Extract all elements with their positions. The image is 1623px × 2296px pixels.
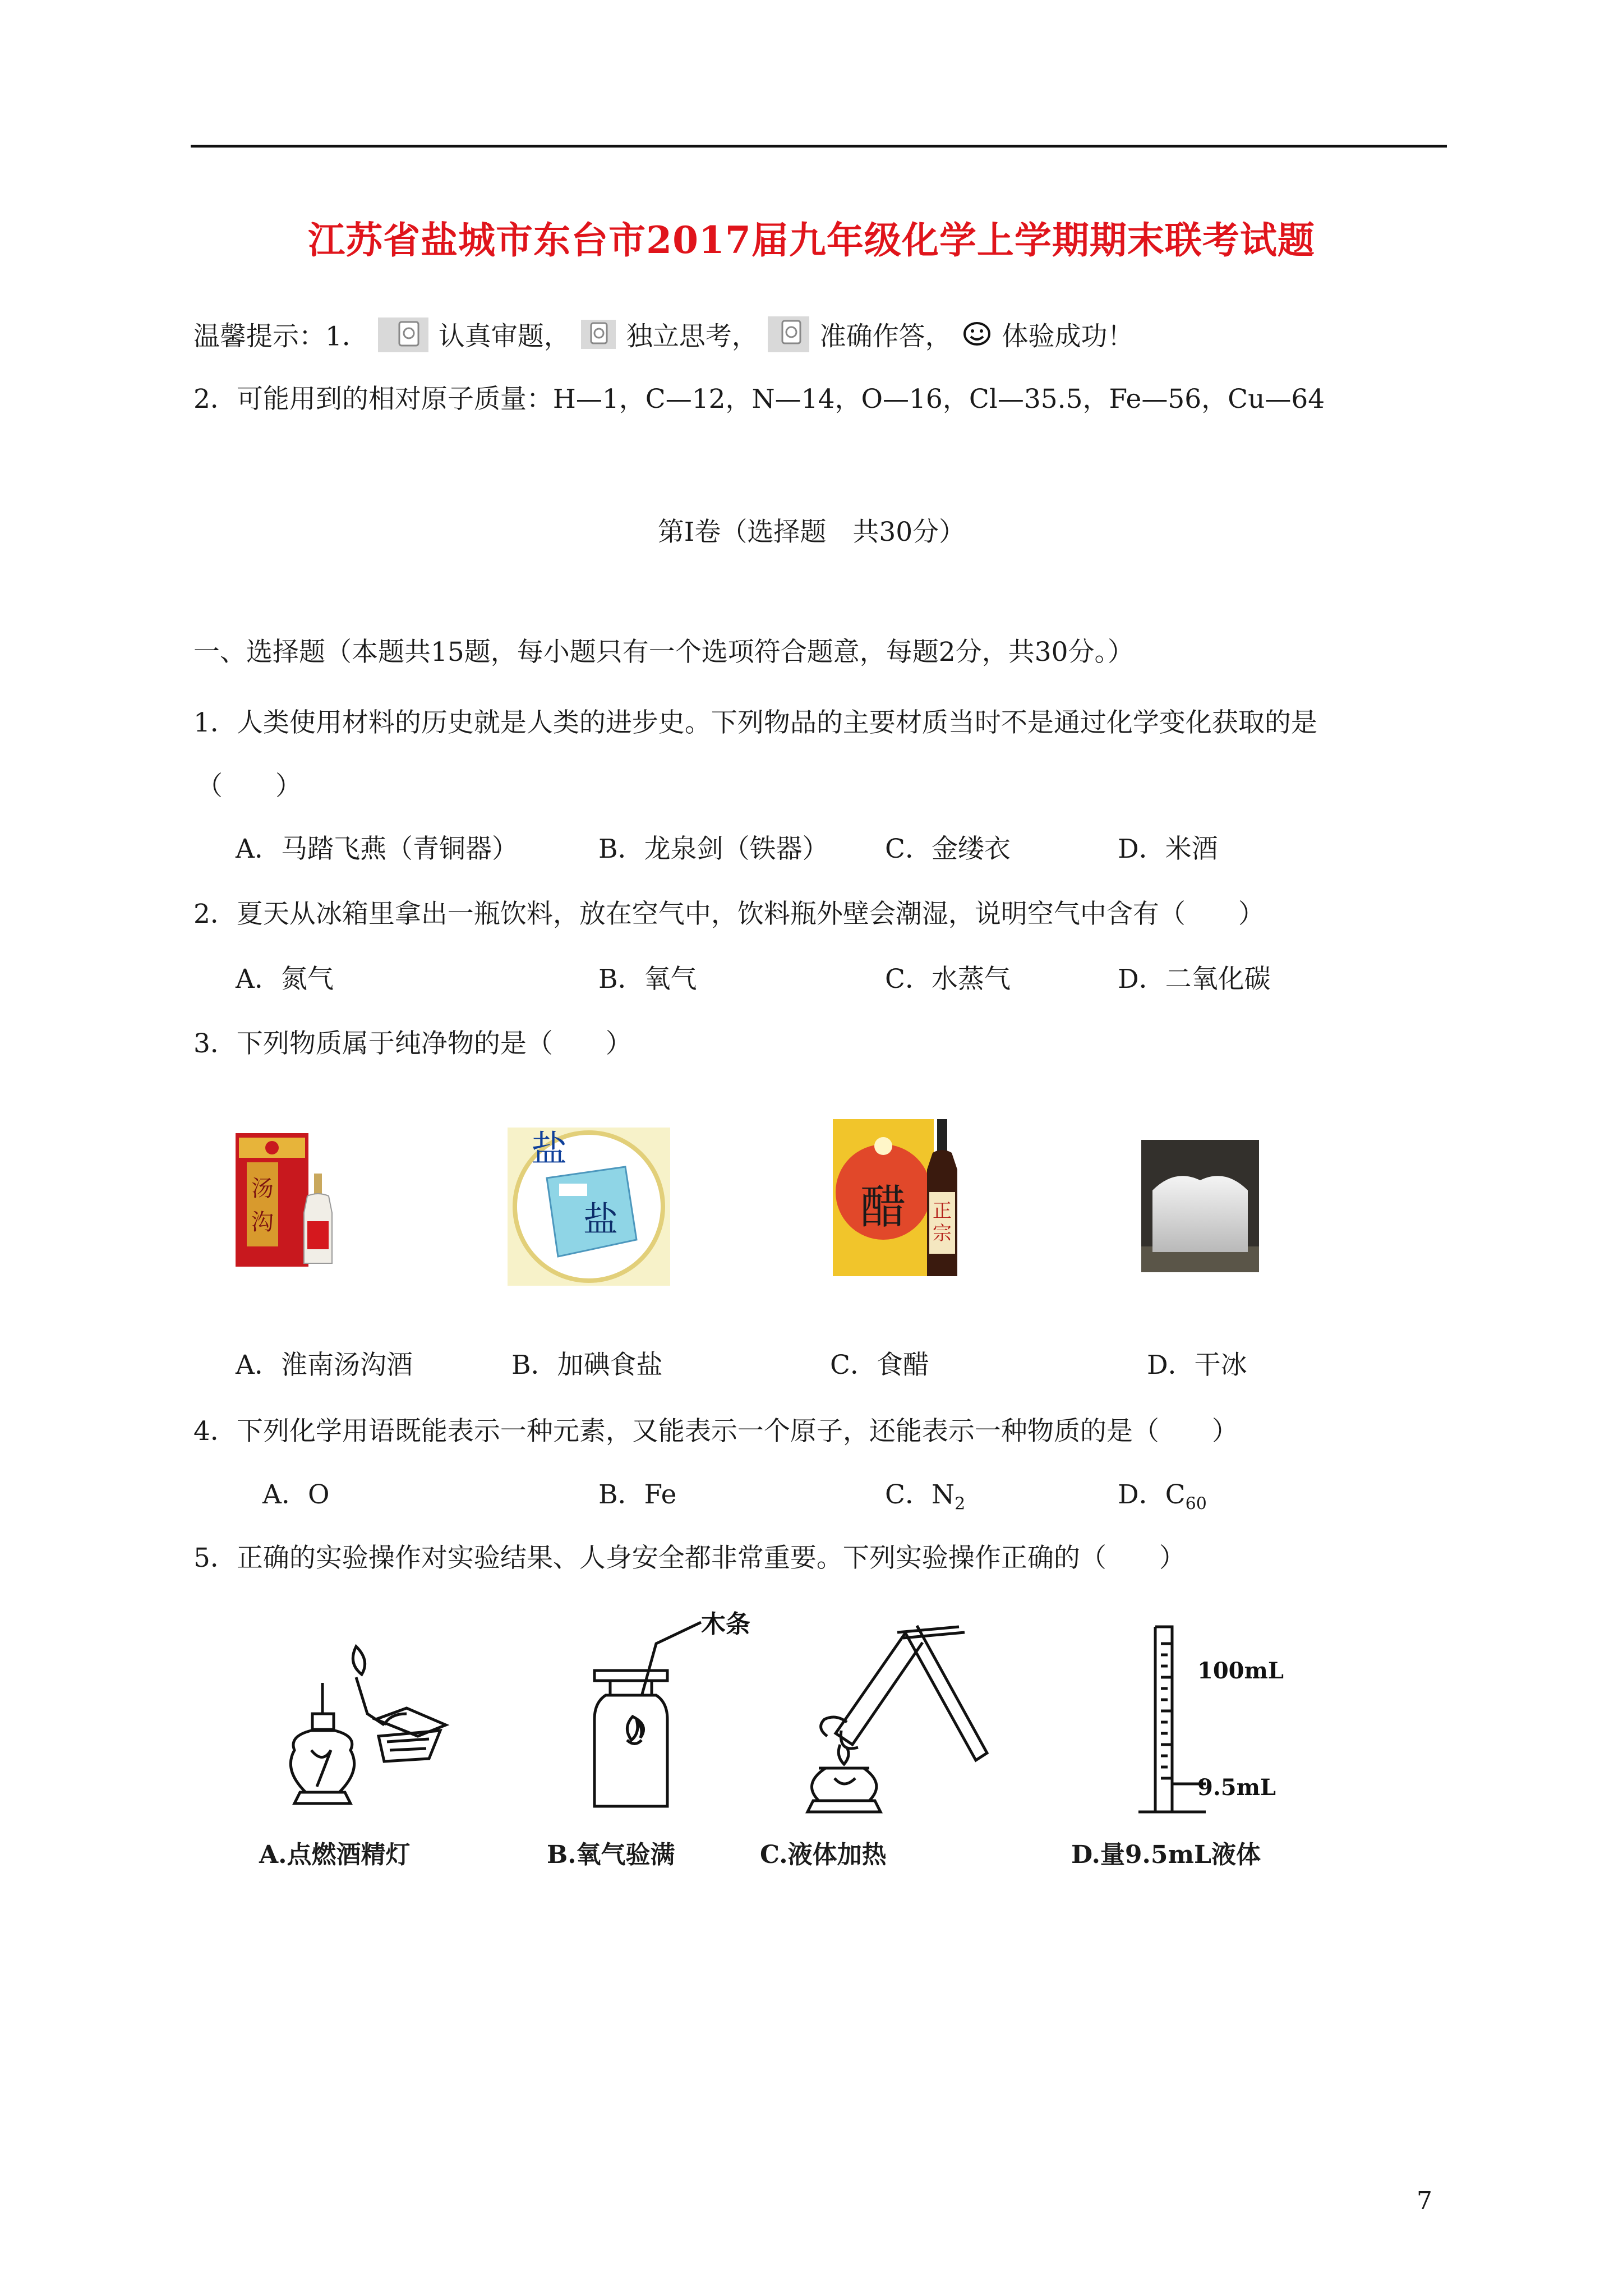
image-liquor-char-2: 沟 xyxy=(251,1209,274,1235)
q3-option-a: A．淮南汤沟酒 xyxy=(236,1350,413,1381)
label-wood-stick: 木条 xyxy=(701,1610,750,1639)
label-9-5ml: 9.5mL xyxy=(1197,1774,1276,1801)
q4-option-a: A．O xyxy=(262,1479,330,1510)
image-vinegar-label-2: 宗 xyxy=(933,1222,952,1245)
q1-option-a: A．马踏飞燕（青铜器） xyxy=(236,834,518,864)
caption-b: B.氧气验满 xyxy=(547,1841,675,1869)
q4-option-c-sub: 2 xyxy=(955,1494,966,1514)
question-4-stem: 4．下列化学用语既能表示一种元素，又能表示一个原子，还能表示一种物质的是（ ） xyxy=(193,1416,1238,1447)
figure-liquid-heating xyxy=(785,1616,1032,1829)
q3-option-c: C．食醋 xyxy=(830,1350,929,1381)
tip-2: 独立思考， xyxy=(626,321,758,352)
q3-option-b: B．加碘食盐 xyxy=(511,1350,663,1381)
page-title: 江苏省盐城市东台市2017届九年级化学上学期期末联考试题 xyxy=(308,218,1315,262)
tip-image-3 xyxy=(767,314,811,363)
image-vinegar-label-1: 正 xyxy=(933,1200,952,1222)
figure-measuring-cylinder xyxy=(1138,1616,1340,1823)
q2-option-d: D．二氧化碳 xyxy=(1118,964,1271,995)
image-dry-ice xyxy=(1141,1140,1259,1272)
q4-option-c xyxy=(885,1478,965,1521)
section-title: 第Ⅰ卷（选择题 共30分） xyxy=(657,517,966,547)
image-salt-char-1: 盐 xyxy=(531,1129,567,1170)
question-3-stem: 3．下列物质属于纯净物的是（ ） xyxy=(193,1028,632,1059)
q2-option-b: B．氧气 xyxy=(598,964,697,995)
caption-a: A.点燃酒精灯 xyxy=(259,1841,411,1869)
q1-option-c: C．金缕衣 xyxy=(885,834,1011,864)
image-vinegar xyxy=(833,1114,967,1281)
q2-option-a: A．氮气 xyxy=(236,964,334,995)
tips-line xyxy=(193,314,1134,363)
image-iodized-salt xyxy=(508,1128,670,1286)
page-number: 7 xyxy=(1417,2187,1432,2215)
question-1-blank: （ ） xyxy=(196,771,302,802)
q4-option-d xyxy=(1118,1478,1207,1521)
figure-lighting-lamp xyxy=(278,1630,468,1815)
tip-3: 准确作答， xyxy=(819,321,952,352)
caption-d: D.量9.5mL液体 xyxy=(1071,1841,1261,1869)
q4-option-b: B．Fe xyxy=(598,1479,677,1510)
q4-option-d-sub: 60 xyxy=(1185,1494,1207,1514)
image-liquor-bottle xyxy=(236,1129,342,1269)
q1-option-b: B．龙泉剑（铁器） xyxy=(598,834,829,864)
label-100ml: 100mL xyxy=(1197,1658,1284,1684)
caption-c: C.液体加热 xyxy=(760,1841,887,1869)
atomic-mass-line: 2．可能用到的相对原子质量：H—1，C—12，N—14，O—16，Cl—35.5，Fe—56，Cu—64 xyxy=(193,384,1325,415)
tips-prefix: 温馨提示：1． xyxy=(193,321,368,352)
q4-option-d-text: D．C xyxy=(1118,1479,1186,1510)
image-vinegar-char: 醋 xyxy=(860,1181,907,1234)
question-2-stem: 2．夏天从冰箱里拿出一瓶饮料，放在空气中，饮料瓶外壁会潮湿，说明空气中含有（ ） xyxy=(193,899,1265,930)
tip-1: 认真审题， xyxy=(438,321,570,352)
tip-image-2 xyxy=(579,318,618,360)
q3-option-d: D．干冰 xyxy=(1147,1350,1247,1381)
q2-option-c: C．水蒸气 xyxy=(885,964,1011,995)
q4-option-c-text: C．N xyxy=(885,1479,955,1510)
header-rule xyxy=(191,145,1447,148)
figure-oxygen-test xyxy=(583,1610,785,1823)
tip-image-1 xyxy=(377,314,430,363)
image-liquor-char-1: 汤 xyxy=(251,1176,274,1202)
q1-option-d: D．米酒 xyxy=(1118,834,1218,864)
image-salt-char-2: 盐 xyxy=(583,1199,619,1240)
tip-4: 体验成功！ xyxy=(1002,321,1134,352)
smiley-icon xyxy=(960,320,994,357)
part-heading: 一、选择题（本题共15题，每小题只有一个选项符合题意，每题2分，共30分。） xyxy=(193,637,1135,668)
question-5-stem: 5．正确的实验操作对实验结果、人身安全都非常重要。下列实验操作正确的（ ） xyxy=(193,1543,1186,1573)
question-1-stem: 1．人类使用材料的历史就是人类的进步史。下列物品的主要材质当时不是通过化学变化获取的是 xyxy=(193,707,1317,738)
